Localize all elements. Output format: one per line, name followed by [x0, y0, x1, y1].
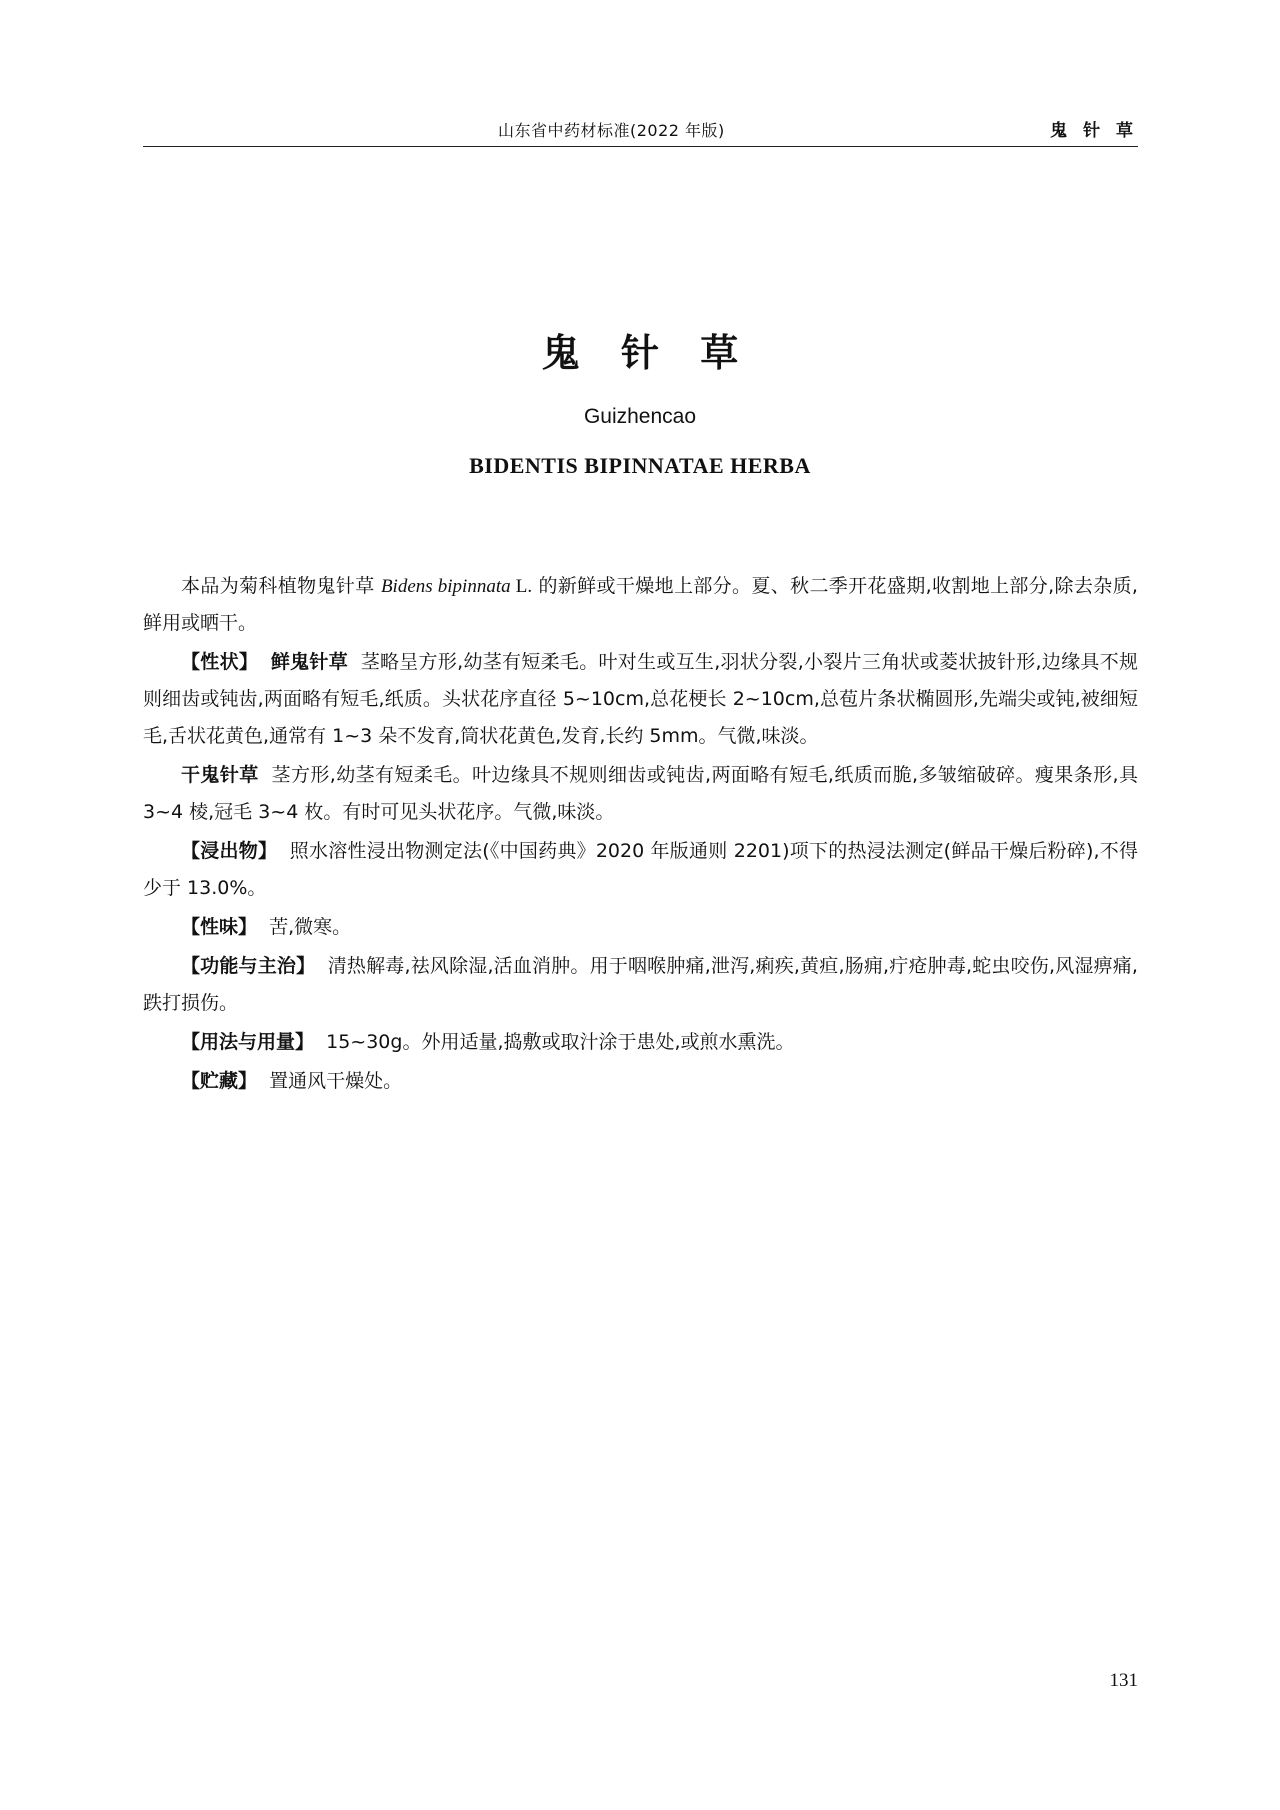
book-title: 山东省中药材标准(2022 年版)	[498, 121, 725, 140]
latin-name: BIDENTIS BIPINNATAE HERBA	[469, 453, 811, 478]
monograph-title: 鬼 针 草	[541, 331, 753, 375]
storage-paragraph	[143, 1063, 1138, 1100]
monograph-title-block	[0, 322, 1280, 479]
extractives-label: 【浸出物】	[181, 840, 278, 862]
property-flavor-paragraph	[143, 909, 1138, 946]
intro-text-2: 的新鲜或干燥地上部分。夏、秋二季开花盛期,收割地上部分,除去杂质,鲜用或晒干。	[143, 575, 1138, 634]
intro-paragraph	[143, 568, 1138, 642]
pinyin-name: Guizhencao	[583, 405, 697, 428]
monograph-body	[143, 568, 1138, 1102]
storage-text: 置通风干燥处。	[269, 1070, 403, 1092]
description-fresh-paragraph	[143, 644, 1138, 755]
extractives-paragraph	[143, 833, 1138, 907]
usage-dosage-paragraph	[143, 1024, 1138, 1061]
property-flavor-label: 【性味】	[181, 916, 258, 938]
storage-label: 【贮藏】	[181, 1070, 258, 1092]
page-number: 131	[1109, 1670, 1138, 1691]
description-label: 【性状】	[181, 651, 259, 673]
actions-indications-label: 【功能与主治】	[181, 955, 316, 977]
fresh-herb-text: 茎略呈方形,幼茎有短柔毛。叶对生或互生,羽状分裂,小裂片三角状或菱状披针形,边缘具不规则细齿或钝齿,两面略有短毛,纸质。头状花序直径 5~10cm,总花梗长 2~10cm,总苞片条状椭圆形,先端尖或钝,被细短毛,舌状花黄色,通常有 1~3 朵不发育,筒状花黄色,发育,长约 5mm。气微,味淡。	[143, 651, 1138, 747]
intro-text: 本品为菊科植物鬼针草	[181, 575, 381, 597]
usage-dosage-label: 【用法与用量】	[181, 1031, 315, 1053]
actions-indications-text: 清热解毒,祛风除湿,活血消肿。用于咽喉肿痛,泄泻,痢疾,黄疸,肠痈,疔疮肿毒,蛇虫咬伤,风湿痹痛,跌打损伤。	[143, 955, 1138, 1014]
fresh-herb-sublabel: 鲜鬼针草	[270, 651, 349, 673]
usage-dosage-text: 15~30g。外用适量,捣敷或取汁涂于患处,或煎水熏洗。	[326, 1031, 795, 1053]
running-header	[143, 112, 1138, 147]
dry-herb-text: 茎方形,幼茎有短柔毛。叶边缘具不规则细齿或钝齿,两面略有短毛,纸质而脆,多皱缩破碎。瘦果条形,具 3~4 棱,冠毛 3~4 枚。有时可见头状花序。气微,味淡。	[143, 764, 1138, 823]
description-dry-paragraph	[143, 757, 1138, 831]
property-flavor-text: 苦,微寒。	[269, 916, 352, 938]
actions-indications-paragraph	[143, 948, 1138, 1022]
species-author: L.	[510, 576, 533, 597]
dry-herb-sublabel: 干鬼针草	[181, 764, 259, 786]
extractives-text: 照水溶性浸出物测定法(《中国药典》2020 年版通则 2201)项下的热浸法测定(鲜品干燥后粉碎),不得少于 13.0%。	[143, 840, 1138, 899]
section-title: 鬼 针 草	[1050, 121, 1138, 141]
species-name: Bidens bipinnata	[380, 576, 511, 597]
